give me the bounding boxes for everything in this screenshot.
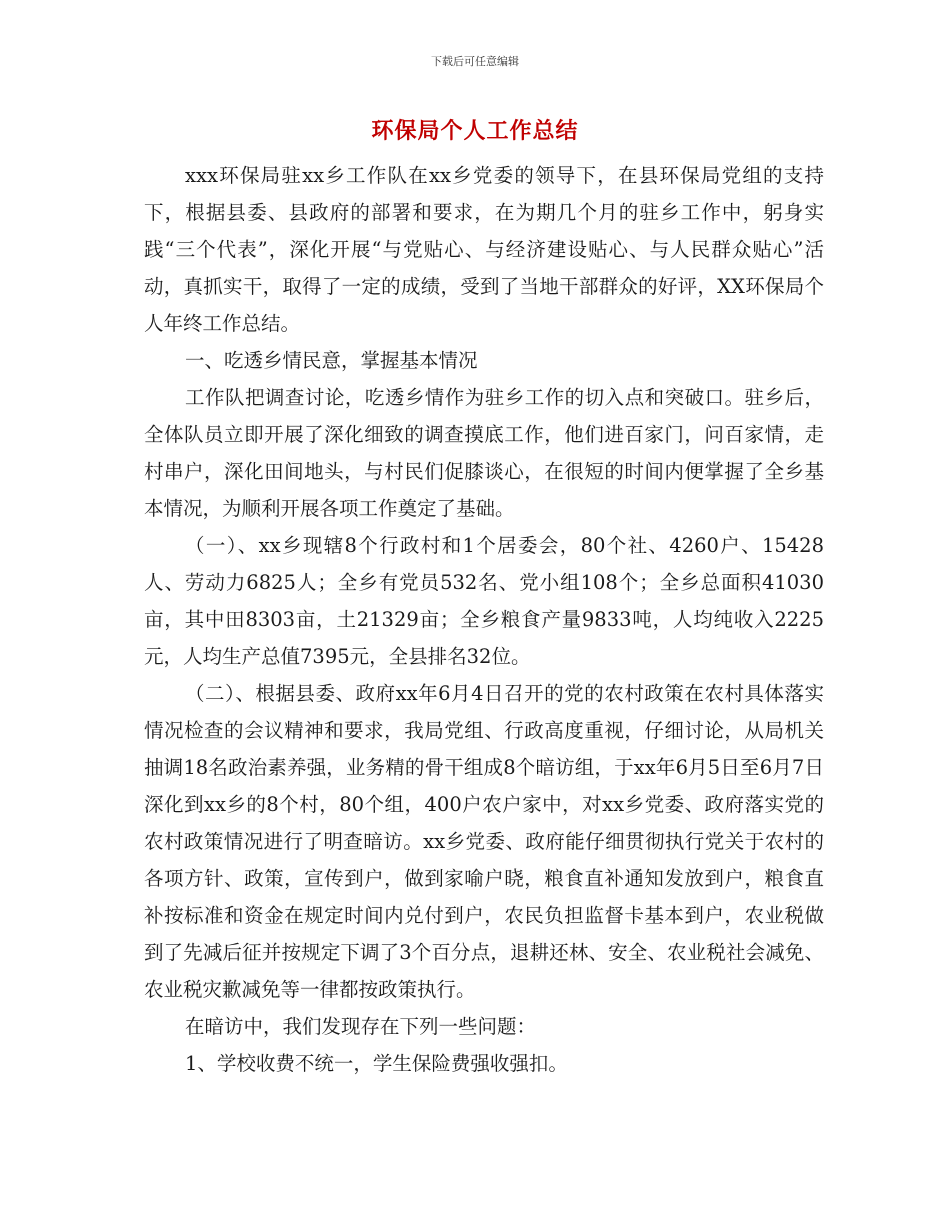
paragraph-subsection-1: （一）、xx乡现辖8个行政村和1个居委会，80个社、4260户、15428人、劳动力6825人；全乡有党员532名、党小组108个；全乡总面积41030亩，其中田8303亩，土21329亩；全乡粮食产量9833吨，人均纯收入2225元，人均生产总值7395元，全县排名32位。 — [144, 534, 824, 668]
document-title: 环保局个人工作总结 — [371, 119, 579, 144]
paragraph-intro: xxx环保局驻xx乡工作队在xx乡党委的领导下，在县环保局党组的支持下，根据县委、县政府的部署和要求，在为期几个月的驻乡工作中，躬身实践“三个代表”，深化开展“与党贴心、与经济建设贴心、与人民群众贴心”活动，真抓实干，取得了一定的成绩，受到了当地干部群众的好评，XX环保局个人年终工作总结。 — [144, 164, 824, 335]
paragraph-subsection-2: （二）、根据县委、政府xx年6月4日召开的党的农村政策在农村具体落实情况检查的会议精神和要求，我局党组、行政高度重视，仔细讨论，从局机关抽调18名政治素养强，业务精的骨干组成8个暗访组，于xx年6月5日至6月7日深化到xx乡的8个村，80个组，400户农户家中，对xx乡党委、政府落实党的农村政策情况进行了明查暗访。xx乡党委、政府能仔细贯彻执行党关于农村的各项方针、政策，宣传到户，做到家喻户晓，粮食直补通知发放到户，粮食直补按标准和资金在规定时间内兑付到户，农民负担监督卡基本到户，农业税做到了先减后征并按规定下调了3个百分点，退耕还林、安全、农业税社会减免、农业税灾歉减免等一律都按政策执行。 — [144, 682, 824, 1001]
section-heading-1: 一、吃透乡情民意，掌握基本情况 — [185, 349, 478, 372]
paragraph-problem-1: 1、学校收费不统一，学生保险费强收强扣。 — [185, 1052, 568, 1075]
paragraph-problems-intro: 在暗访中，我们发现存在下列一些问题： — [185, 1015, 537, 1038]
paragraph-investigation: 工作队把调查讨论，吃透乡情作为驻乡工作的切入点和突破口。驻乡后，全体队员立即开展了深化细致的调查摸底工作，他们进百家门，问百家情，走村串户，深化田间地头，与村民们促膝谈心，在很短的时间内便掌握了全乡基本情况，为顺利开展各项工作奠定了基础。 — [144, 386, 824, 520]
document-body — [144, 157, 824, 1082]
header-note: 下载后可任意编辑 — [431, 55, 519, 68]
